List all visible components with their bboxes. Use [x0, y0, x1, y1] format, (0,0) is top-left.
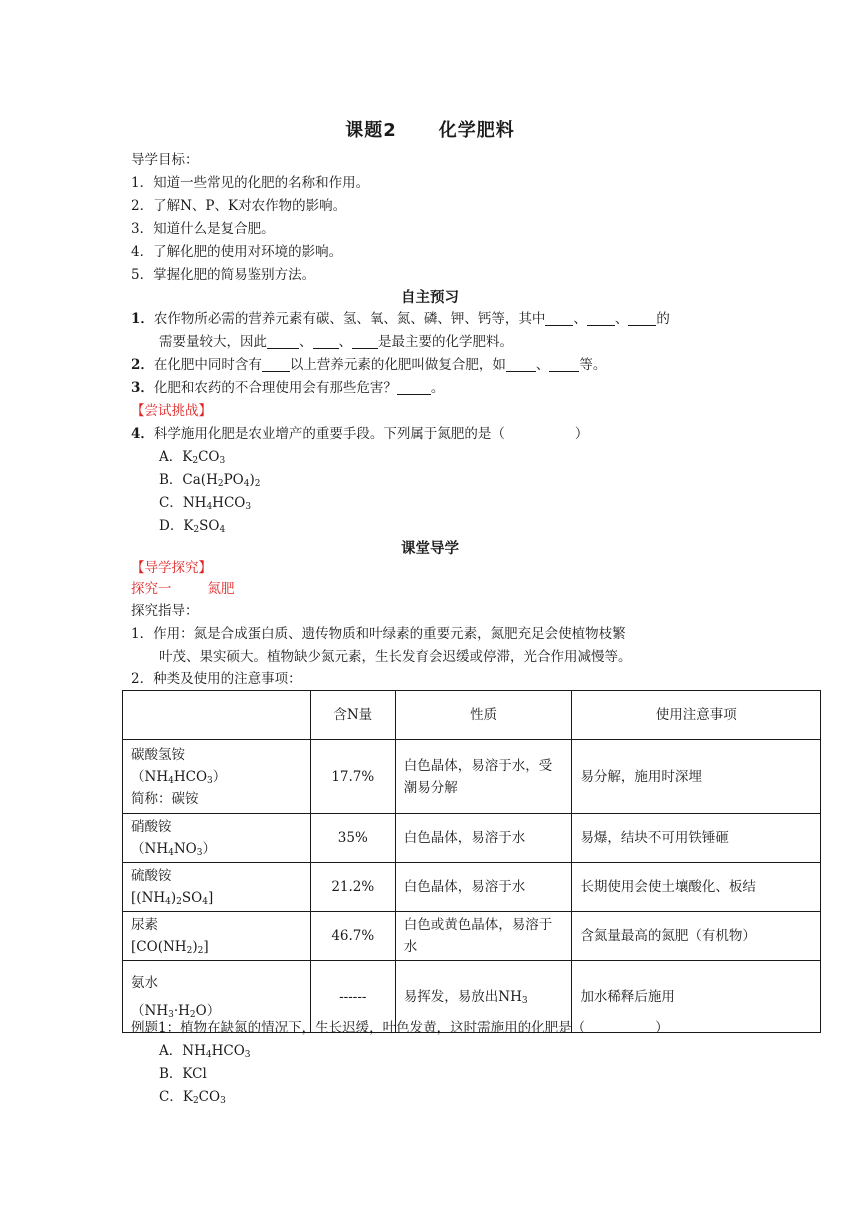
separator: 、: [338, 334, 352, 350]
answer-blank[interactable]: [397, 380, 431, 395]
separator: 、: [614, 311, 629, 327]
table-cell-nitrogen: ------: [310, 961, 395, 1033]
formula-part: SO: [199, 518, 220, 534]
paragraph-function: 1．作用：氮是合成蛋白质、遗传物质和叶绿素的重要元素，氮肥充足会使植物枝繁: [131, 626, 626, 642]
title-lesson-number: 课题2: [345, 120, 397, 141]
answer-blank[interactable]: [587, 311, 615, 326]
formula-sub: 2: [192, 456, 199, 466]
paragraph-types: 2．种类及使用的注意事项：: [131, 671, 302, 687]
objective-item: 1．知道一些常见的化肥的名称和作用。: [131, 175, 370, 191]
option-d[interactable]: [159, 515, 225, 537]
example-question-1: [131, 1017, 669, 1039]
objective-item: 2．了解N、P、K对农作物的影响。: [131, 198, 347, 214]
explore-label: 【导学探究】: [131, 560, 212, 576]
question-text: 科学施用化肥是农业增产的重要手段。下列属于氮肥的是（: [153, 426, 505, 442]
nitrogen-fertilizer-table: [122, 690, 821, 1033]
table-row: [123, 863, 821, 912]
question-number: 1．: [131, 311, 154, 327]
question-text: 需要量较大，因此: [159, 334, 267, 350]
table-cell-nitrogen: 46.7%: [310, 912, 395, 961]
option-letter: C．: [159, 495, 183, 511]
fertilizer-formula: $(NH_3\cdot H_2O)$: [131, 1002, 221, 1020]
preview-question-2: [131, 354, 606, 376]
objectives-heading: 导学目标：: [131, 152, 199, 168]
table-cell-nitrogen: 17.7%: [310, 740, 395, 814]
table-row: [123, 740, 821, 814]
question-text: 例题1：植物在缺氮的情况下，生长迟缓，叶色发黄，这时需施用的化肥是（: [131, 1020, 586, 1036]
objective-item: 3．知道什么是复合肥。: [131, 221, 275, 237]
table-cell-note: 加水稀释后施用: [572, 961, 821, 1033]
formula-sub: 2: [217, 479, 224, 489]
fertilizer-formula: $(NH_4NO_3)$: [131, 841, 216, 858]
option-letter: D．: [159, 518, 184, 534]
question-text: 农作物所必需的营养元素有碳、氢、氧、氮、磷、钾、钙等，其中: [153, 311, 546, 327]
formula-sub: 2: [193, 525, 200, 535]
answer-blank[interactable]: [313, 334, 339, 349]
option-b[interactable]: [159, 469, 260, 491]
paragraph-function-continued: 叶茂、果实硕大。植物缺少氮元素，生长发育会迟缓或停滞，光合作用减慢等。: [159, 649, 632, 665]
fertilizer-alias: 简称：碳铵: [131, 790, 199, 807]
preview-question-3: [131, 377, 444, 399]
option-c[interactable]: [159, 492, 251, 514]
table-header-cell: [123, 691, 311, 740]
table-cell-nitrogen: 35%: [310, 814, 395, 863]
fertilizer-name: 硝酸铵: [131, 819, 172, 835]
section-heading-preview: 自主预习: [401, 290, 459, 306]
preview-question-1: [131, 308, 670, 330]
preview-question-1-continued: [159, 331, 513, 353]
question-number: 2．: [131, 357, 154, 373]
formula-part: K: [183, 518, 194, 534]
answer-blank[interactable]: [267, 334, 299, 349]
example-option-b[interactable]: B．KCl: [159, 1066, 207, 1082]
section-heading-classroom: 课堂导学: [401, 541, 459, 557]
page-title: [0, 116, 860, 142]
table-cell-note: 长期使用会使土壤酸化、板结: [572, 863, 821, 912]
question-text: 以上营养元素的化肥叫做复合肥，如: [289, 357, 506, 373]
fertilizer-formula: $(NH_4HCO_3)$: [131, 768, 227, 786]
objective-item: 4．了解化肥的使用对环境的影响。: [131, 244, 343, 260]
challenge-question-4: [131, 423, 588, 445]
question-text: ）: [655, 1020, 669, 1036]
table-header-row: [123, 691, 821, 740]
question-text: ）: [574, 426, 589, 442]
explore-number: 探究一: [131, 581, 172, 597]
table-cell-property: 白色晶体，易溶于水，受潮易分解: [395, 740, 572, 814]
question-text: 等。: [579, 357, 607, 373]
explore-section-title: [131, 578, 235, 600]
guide-heading: 探究指导：: [131, 603, 199, 619]
fertilizer-name: 硫酸铵: [131, 868, 172, 884]
formula-sub: 2: [254, 479, 261, 489]
table-cell-name: [123, 863, 311, 912]
table-header-cell: 含N量: [310, 691, 395, 740]
separator: 、: [535, 357, 550, 373]
table-cell-property: 白色或黄色晶体，易溶于水: [395, 912, 572, 961]
answer-blank[interactable]: [545, 311, 573, 326]
title-topic: 化学肥料: [438, 120, 515, 141]
fertilizer-name: 尿素: [131, 917, 158, 933]
answer-blank[interactable]: [262, 357, 290, 372]
formula-part: K: [182, 449, 193, 465]
table-row: [123, 912, 821, 961]
table-cell-name: [123, 814, 311, 863]
table-cell-property: 白色晶体，易溶于水: [395, 814, 572, 863]
question-text: 。: [430, 380, 445, 396]
option-letter: B．: [159, 472, 183, 488]
answer-blank[interactable]: [506, 357, 536, 372]
table-cell-note: 易爆，结块不可用铁锤砸: [572, 814, 821, 863]
formula-part: PO: [223, 472, 244, 488]
challenge-label: 【尝试挑战】: [131, 403, 212, 419]
formula-part: NH: [182, 495, 207, 511]
table-header-cell: 性质: [395, 691, 572, 740]
option-a[interactable]: [159, 446, 225, 468]
formula-sub: 4: [219, 525, 226, 535]
fertilizer-formula: $[(NH_4)_2SO_4]$: [131, 890, 214, 907]
answer-blank[interactable]: [352, 334, 378, 349]
question-number: 3．: [131, 380, 154, 396]
answer-blank[interactable]: [549, 357, 579, 372]
fertilizer-formula: $[CO(NH_2)_2]$: [131, 939, 209, 956]
formula-sub: 4: [206, 502, 213, 512]
formula-sub: 4: [243, 479, 250, 489]
separator: 、: [573, 311, 587, 327]
question-text: 的: [656, 311, 670, 327]
table-row: [123, 814, 821, 863]
table-cell-note: 易分解，施用时深埋: [572, 740, 821, 814]
separator: 、: [299, 334, 313, 350]
question-text: 化肥和农药的不合理使用会有那些危害？: [153, 380, 397, 396]
table-header-cell: 使用注意事项: [572, 691, 821, 740]
formula-sub: 3: [245, 502, 252, 512]
question-text: 是最主要的化学肥料。: [378, 334, 513, 350]
objective-item: 5．掌握化肥的简易鉴别方法。: [131, 267, 316, 283]
answer-blank[interactable]: [628, 311, 656, 326]
fertilizer-name: 氨水: [131, 974, 158, 991]
formula-part: HCO: [212, 495, 246, 511]
formula-part: Ca(H: [182, 472, 218, 488]
fertilizer-name: 碳酸氢铵: [131, 746, 185, 763]
question-text: 在化肥中同时含有: [153, 357, 262, 373]
example-option-c[interactable]: C．$K_2CO_3$: [159, 1089, 226, 1106]
formula-sub: 3: [219, 456, 226, 466]
table-cell-name: [123, 740, 311, 814]
table-cell-note: 含氮量最高的氮肥（有机物）: [572, 912, 821, 961]
table-cell-property: 易挥发，易放出$NH_3$: [395, 961, 572, 1033]
question-number: 4．: [131, 426, 154, 442]
option-letter: A．: [159, 449, 183, 465]
table-cell-property: 白色晶体，易溶于水: [395, 863, 572, 912]
explore-topic: 氮肥: [207, 581, 235, 597]
example-option-a[interactable]: A．$NH_4HCO_3$: [159, 1043, 251, 1060]
formula-part: ): [249, 472, 255, 488]
table-cell-nitrogen: 21.2%: [310, 863, 395, 912]
formula-part: CO: [198, 449, 220, 465]
table-cell-name: [123, 912, 311, 961]
